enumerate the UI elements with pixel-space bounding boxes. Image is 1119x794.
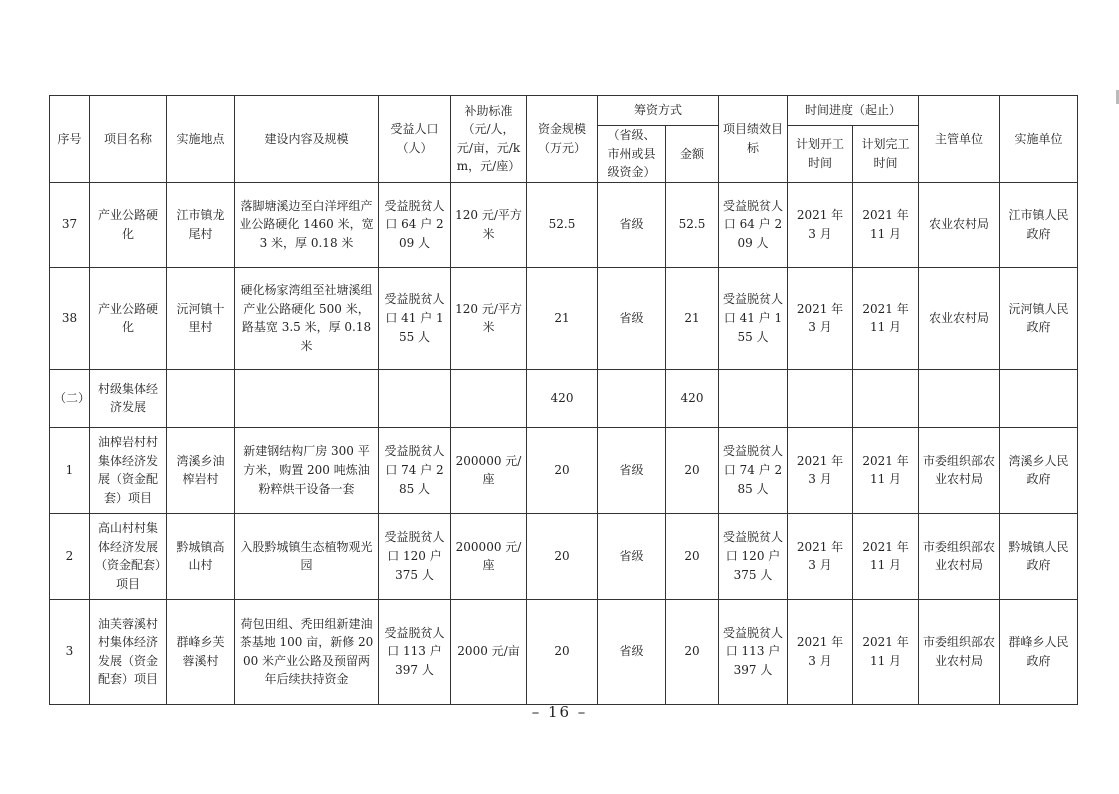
header-standard: 补助标准（元/人，元/亩，元/km，元/座）	[451, 96, 527, 183]
cell-standard: 120 元/平方米	[451, 182, 527, 267]
cell-amount: 420	[666, 369, 719, 427]
cell-content: 落脚塘溪边至白洋坪组产业公路硬化 1460 米，宽 3 米，厚 0.18 米	[235, 182, 379, 267]
cell-place	[167, 369, 235, 427]
cell-end: 2021 年 11 月	[853, 513, 919, 599]
cell-end: 2021 年 11 月	[853, 267, 919, 369]
project-table	[49, 95, 1078, 705]
cell-name: 油榨岩村村集体经济发展（资金配套）项目	[90, 427, 167, 513]
cell-impl: 黔城镇人民政府	[1000, 513, 1078, 599]
cell-goal: 受益脱贫人口 74 户 285 人	[719, 427, 788, 513]
cell-impl: 湾溪乡人民政府	[1000, 427, 1078, 513]
header-end: 计划完工时间	[853, 126, 919, 183]
cell-impl: 群峰乡人民政府	[1000, 599, 1078, 704]
cell-dept: 市委组织部农业农村局	[919, 599, 1000, 704]
cell-source: 省级	[598, 513, 666, 599]
cell-content: 硬化杨家湾组至社塘溪组产业公路硬化 500 米，路基宽 3.5 米，厚 0.18 米	[235, 267, 379, 369]
cell-content: 入股黔城镇生态植物观光园	[235, 513, 379, 599]
header-impl: 实施单位	[1000, 96, 1078, 183]
cell-name: 村级集体经济发展	[90, 369, 167, 427]
cell-amount: 20	[666, 427, 719, 513]
cell-impl: 沅河镇人民政府	[1000, 267, 1078, 369]
header-funding-source: （省级、市州或县级资金）	[598, 126, 666, 183]
cell-content: 新建钢结构厂房 300 平方米，购置 200 吨炼油粉粹烘干设备一套	[235, 427, 379, 513]
table-row	[50, 599, 1078, 704]
cell-amount: 52.5	[666, 182, 719, 267]
table-row	[50, 513, 1078, 599]
cell-amount: 20	[666, 599, 719, 704]
header-goal: 项目绩效目标	[719, 96, 788, 183]
cell-dept: 市委组织部农业农村局	[919, 513, 1000, 599]
cell-scale: 52.5	[527, 182, 598, 267]
cell-place: 沅河镇十里村	[167, 267, 235, 369]
cell-scale: 20	[527, 599, 598, 704]
cell-beneficiaries: 受益脱贫人口 64 户 209 人	[379, 182, 451, 267]
cell-impl	[1000, 369, 1078, 427]
cell-amount: 21	[666, 267, 719, 369]
cell-source	[598, 369, 666, 427]
cell-dept: 市委组织部农业农村局	[919, 427, 1000, 513]
cell-no: 37	[50, 182, 90, 267]
page-number: – 16 –	[531, 703, 588, 721]
header-funding-amount: 金额	[666, 126, 719, 183]
cell-content: 荷包田组、秃田组新建油茶基地 100 亩，新修 2000 米产业公路及预留两年后续扶持资金	[235, 599, 379, 704]
cell-no: 2	[50, 513, 90, 599]
cell-start: 2021 年 3 月	[788, 599, 853, 704]
cell-end: 2021 年 11 月	[853, 182, 919, 267]
cell-end: 2021 年 11 月	[853, 599, 919, 704]
cell-name: 高山村村集体经济发展（资金配套）项目	[90, 513, 167, 599]
cell-dept: 农业农村局	[919, 267, 1000, 369]
cell-dept	[919, 369, 1000, 427]
header-scale: 资金规模（万元）	[527, 96, 598, 183]
cell-goal: 受益脱贫人口 113 户 397 人	[719, 599, 788, 704]
cell-source: 省级	[598, 267, 666, 369]
cell-scale: 20	[527, 513, 598, 599]
cell-source: 省级	[598, 427, 666, 513]
cell-start: 2021 年 3 月	[788, 427, 853, 513]
cell-place: 湾溪乡油榨岩村	[167, 427, 235, 513]
header-dept: 主管单位	[919, 96, 1000, 183]
header-no: 序号	[50, 96, 90, 183]
cell-name: 油芙蓉溪村村集体经济发展（资金配套）项目	[90, 599, 167, 704]
cell-end	[853, 369, 919, 427]
cell-goal: 受益脱贫人口 120 户 375 人	[719, 513, 788, 599]
cell-start	[788, 369, 853, 427]
cell-amount: 20	[666, 513, 719, 599]
table-row	[50, 267, 1078, 369]
cell-content	[235, 369, 379, 427]
cell-scale: 20	[527, 427, 598, 513]
cell-standard: 200000 元/座	[451, 427, 527, 513]
table-row	[50, 427, 1078, 513]
cell-beneficiaries: 受益脱贫人口 41 户 155 人	[379, 267, 451, 369]
cell-standard: 120 元/平方米	[451, 267, 527, 369]
header-place: 实施地点	[167, 96, 235, 183]
cell-start: 2021 年 3 月	[788, 267, 853, 369]
cell-impl: 江市镇人民政府	[1000, 182, 1078, 267]
cell-beneficiaries	[379, 369, 451, 427]
cell-beneficiaries: 受益脱贫人口 120 户 375 人	[379, 513, 451, 599]
cell-dept: 农业农村局	[919, 182, 1000, 267]
header-funding: 筹资方式	[598, 96, 719, 126]
cell-beneficiaries: 受益脱贫人口 113 户 397 人	[379, 599, 451, 704]
header-content: 建设内容及规模	[235, 96, 379, 183]
cell-goal: 受益脱贫人口 64 户 209 人	[719, 182, 788, 267]
cell-standard	[451, 369, 527, 427]
cell-standard: 2000 元/亩	[451, 599, 527, 704]
header-start: 计划开工时间	[788, 126, 853, 183]
header-name: 项目名称	[90, 96, 167, 183]
cell-scale: 420	[527, 369, 598, 427]
cell-no: 1	[50, 427, 90, 513]
cell-no: 3	[50, 599, 90, 704]
cell-end: 2021 年 11 月	[853, 427, 919, 513]
cell-beneficiaries: 受益脱贫人口 74 户 285 人	[379, 427, 451, 513]
cell-standard: 200000 元/座	[451, 513, 527, 599]
cell-goal: 受益脱贫人口 41 户 155 人	[719, 267, 788, 369]
cell-place: 黔城镇高山村	[167, 513, 235, 599]
cell-name: 产业公路硬化	[90, 267, 167, 369]
cell-scale: 21	[527, 267, 598, 369]
table-row	[50, 182, 1078, 267]
header-schedule: 时间进度（起止）	[788, 96, 919, 126]
cell-place: 群峰乡芙蓉溪村	[167, 599, 235, 704]
cell-start: 2021 年 3 月	[788, 182, 853, 267]
table-row	[50, 369, 1078, 427]
cell-goal	[719, 369, 788, 427]
cell-no: （二）	[50, 369, 90, 427]
cell-source: 省级	[598, 599, 666, 704]
cell-no: 38	[50, 267, 90, 369]
cell-place: 江市镇龙尾村	[167, 182, 235, 267]
cell-start: 2021 年 3 月	[788, 513, 853, 599]
header-beneficiaries: 受益人口（人）	[379, 96, 451, 183]
cell-name: 产业公路硬化	[90, 182, 167, 267]
cell-source: 省级	[598, 182, 666, 267]
